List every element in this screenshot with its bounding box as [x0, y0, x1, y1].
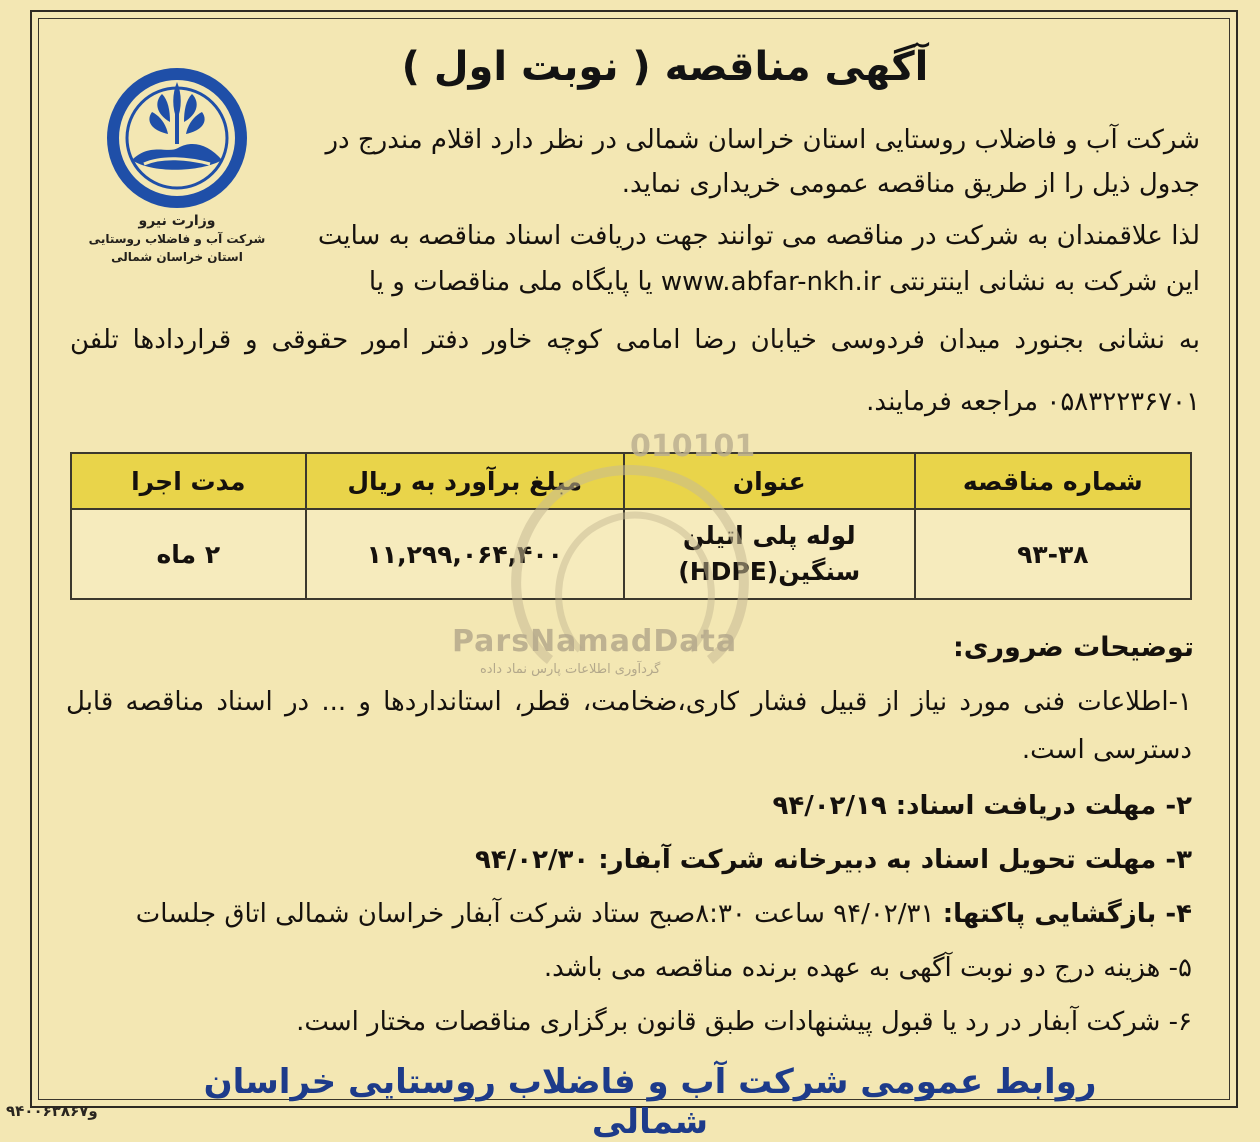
header-title: عنوان	[624, 453, 915, 509]
header-estimated-amount: مبلغ برآورد به ریال	[306, 453, 624, 509]
cell-duration: ۲ ماه	[71, 509, 306, 599]
ad-code: و۹۴۰۰۶۳۸۶۷	[6, 1102, 98, 1120]
cell-title	[624, 509, 915, 599]
cell-tender-number: ۹۳-۳۸	[915, 509, 1191, 599]
footer-public-relations: روابط عمومی شرکت آب و فاضلاب روستایی خراسان شمالی	[203, 1062, 1097, 1142]
tender-table	[70, 452, 1192, 600]
intro-line-1: شرکت آب و فاضلاب روستایی استان خراسان شمالی در نظر دارد اقلام مندرج در	[325, 125, 1200, 155]
note-4-text: ۹۴/۰۲/۳۱ ساعت ۸:۳۰صبح ستاد شرکت آبفار خراسان شمالی اتاق جلسات	[135, 899, 943, 929]
intro-line-5: به نشانی بجنورد میدان فردوسی خیابان رضا امامی کوچه خاور دفتر امور حقوقی و قراردادها تلفن	[70, 325, 1200, 355]
cell-amount: ۱۱,۲۹۹,۰۶۴,۴۰۰	[306, 509, 624, 599]
note-1-continued: دسترسی است.	[1021, 735, 1192, 765]
note-4-label: ۴- بازگشایی پاکتها:	[942, 899, 1192, 929]
company-logo	[62, 64, 292, 274]
cell-title-line-2: سنگین(HDPE)	[678, 557, 861, 586]
logo-caption-ministry: وزارت نیرو	[138, 213, 216, 229]
notes-heading: توضیحات ضروری:	[952, 632, 1194, 663]
intro-line-2: جدول ذیل را از طریق مناقصه عمومی خریداری نماید.	[621, 169, 1200, 199]
header-duration: مدت اجرا	[71, 453, 306, 509]
intro-line-3: لذا علاقمندان به شرکت در مناقصه می توانند جهت دریافت اسناد مناقصه به سایت	[317, 221, 1200, 251]
watermark-tagline: گردآوری اطلاعات پارس نماد داده	[480, 662, 661, 677]
note-2-document-deadline: ۲- مهلت دریافت اسناد: ۹۴/۰۲/۱۹	[772, 791, 1192, 821]
cell-title-line-1: لوله پلی اتیلن	[682, 521, 856, 550]
logo-caption-province: استان خراسان شمالی	[111, 250, 243, 264]
note-1: ۱-اطلاعات فنی مورد نیاز از قبیل فشار کاری،ضخامت، قطر، استانداردها و ... در اسناد مناقصه قابل	[66, 687, 1192, 717]
note-6-rights: ۶- شرکت آبفار در رد یا قبول پیشنهادات طبق قانون برگزاری مناقصات مختار است.	[296, 1007, 1192, 1037]
watermark-digits: 010101	[630, 429, 756, 464]
watermark-brand: ParsNamadData	[452, 624, 738, 659]
note-4-opening	[136, 892, 1192, 936]
header-tender-number: شماره مناقصه	[915, 453, 1191, 509]
note-5-cost: ۵- هزینه درج دو نوبت آگهی به عهده برنده مناقصه می باشد.	[543, 953, 1192, 983]
table-row	[71, 509, 1191, 599]
logo-caption-company: شرکت آب و فاضلاب روستایی	[88, 232, 266, 246]
notice-title: آگهی مناقصه ( نوبت اول )	[401, 44, 929, 90]
intro-line-6: ۰۵۸۳۲۲۳۶۷۰۱ مراجعه فرمایند.	[866, 387, 1200, 417]
water-company-logo-icon	[92, 64, 262, 209]
intro-line-4: این شرکت به نشانی اینترنتی www.abfar-nkh.ir یا پایگاه ملی مناقصات و یا	[368, 267, 1200, 297]
note-3-submission-deadline: ۳- مهلت تحویل اسناد به دبیرخانه شرکت آبفار: ۹۴/۰۲/۳۰	[474, 845, 1192, 875]
